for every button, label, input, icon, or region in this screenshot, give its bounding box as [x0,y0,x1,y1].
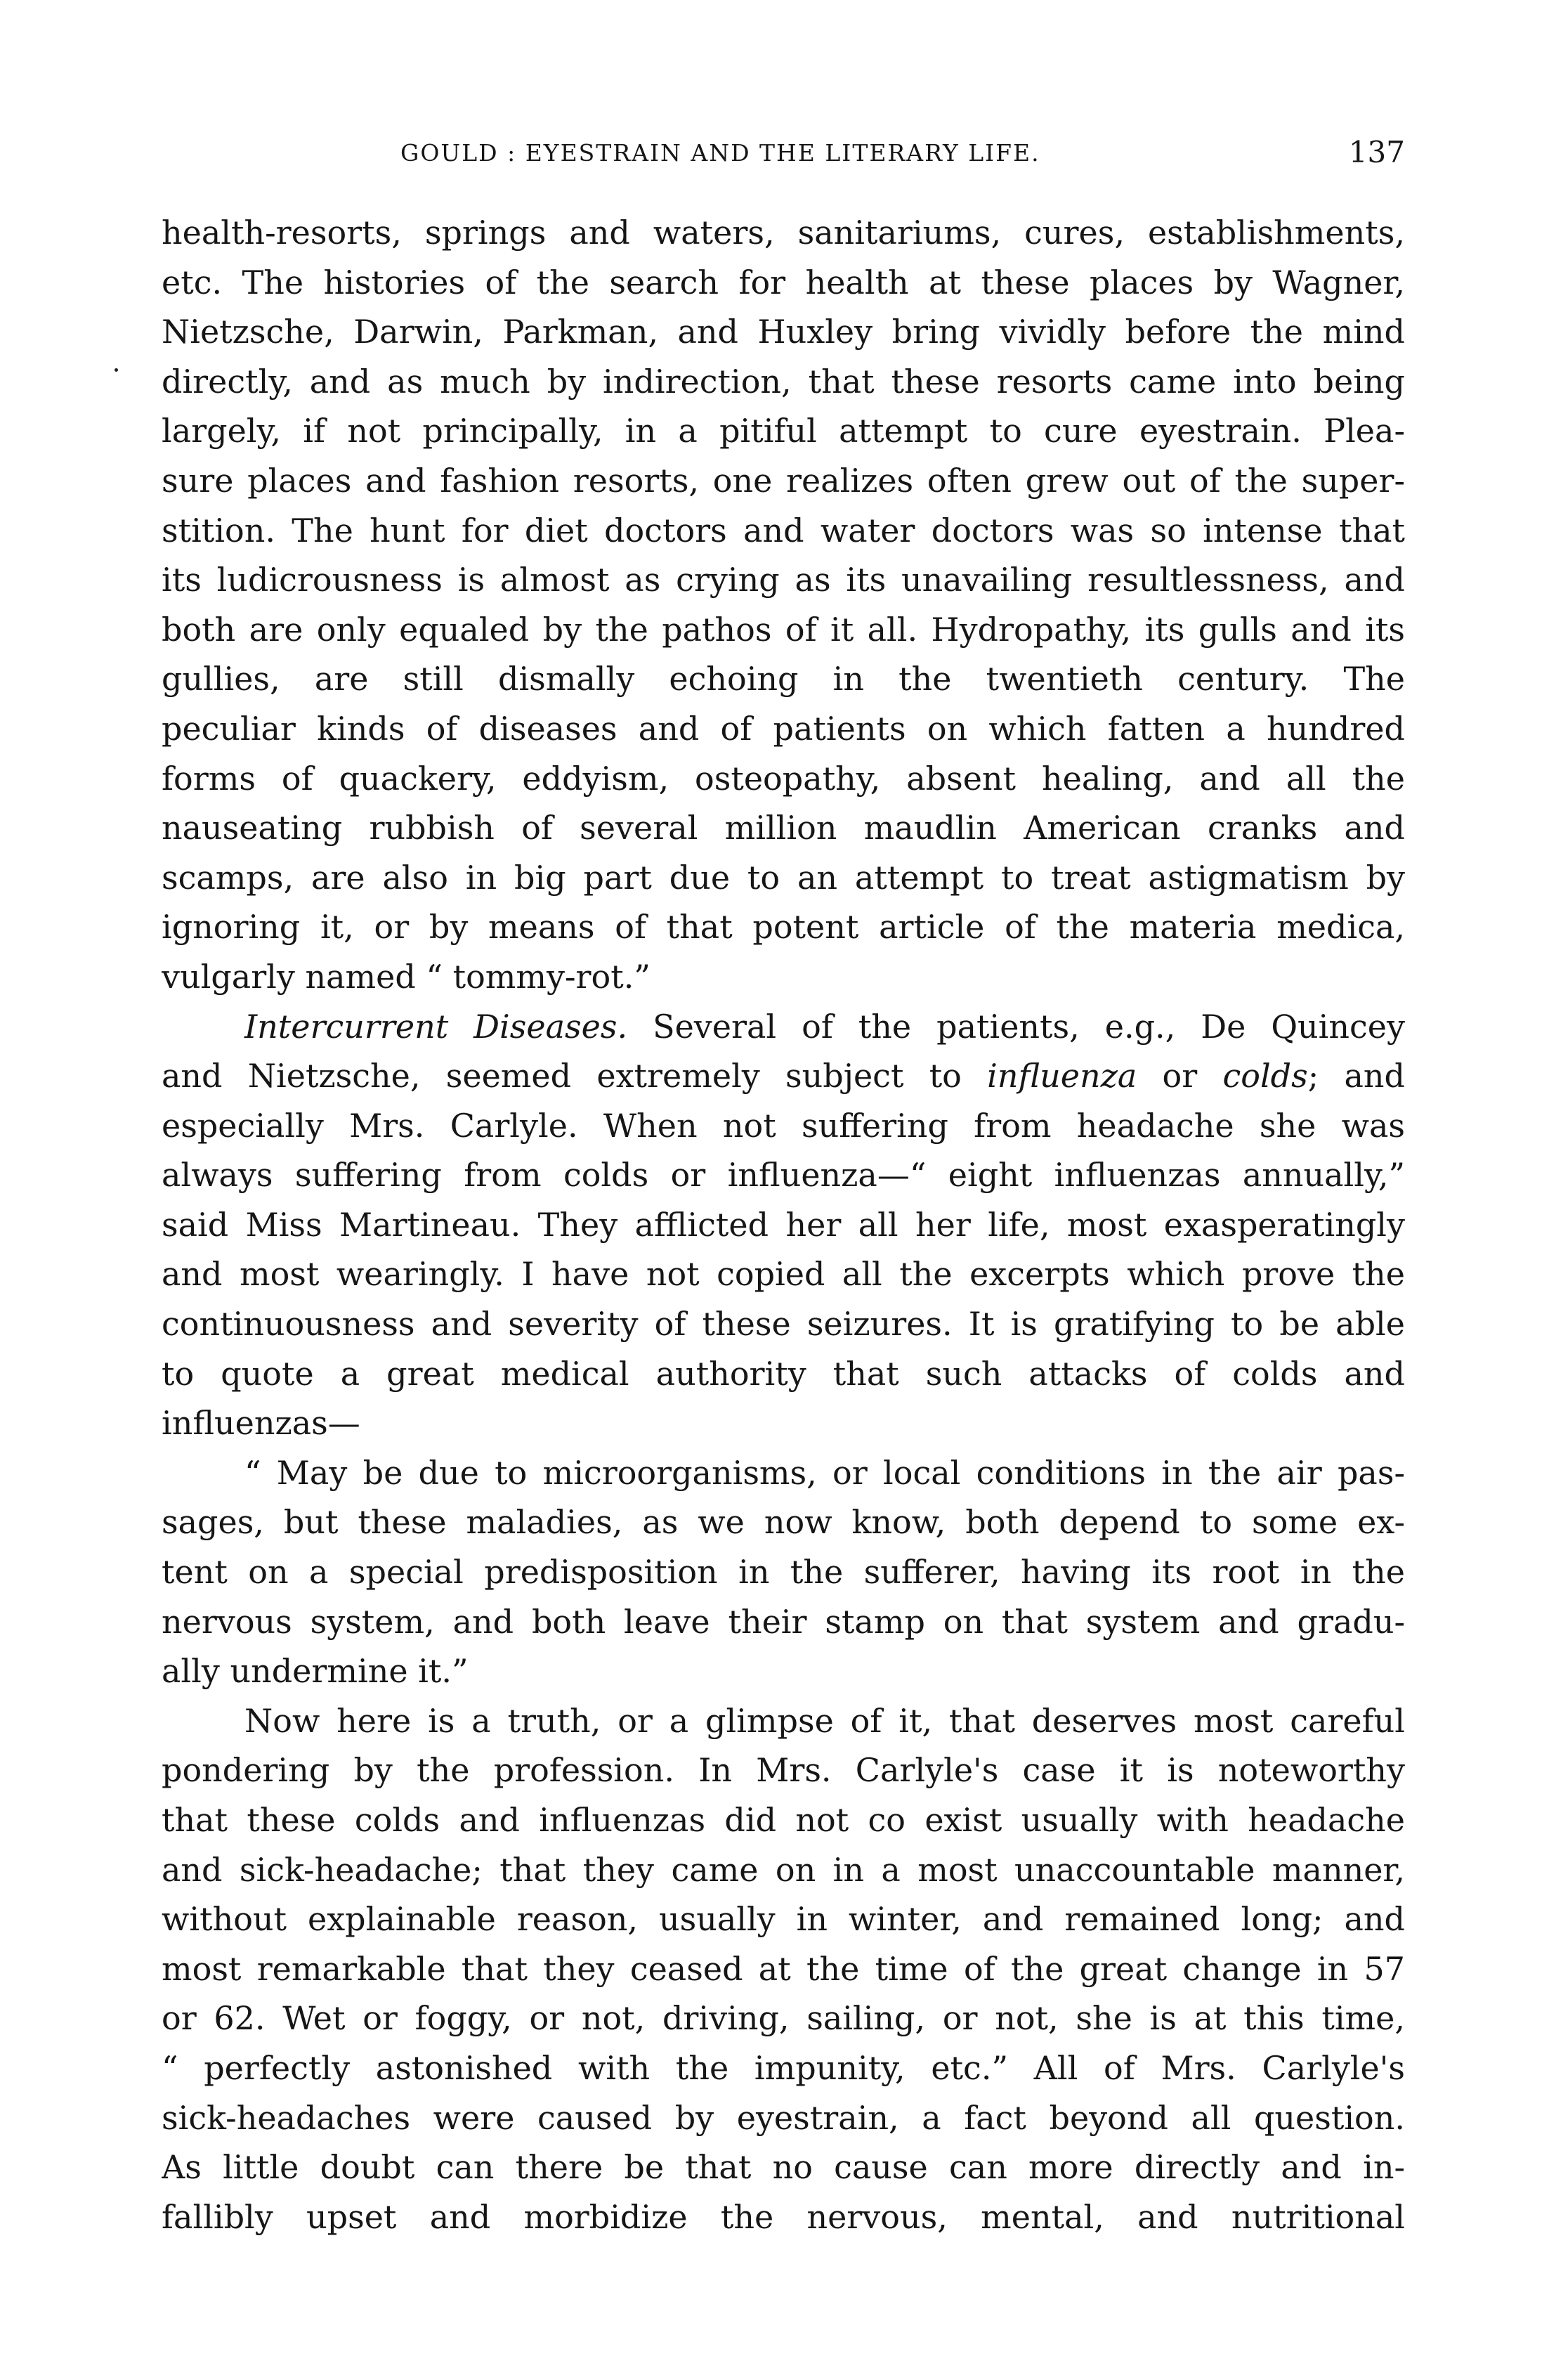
text-line: forms of quackery, eddyism, osteopathy, absent healing, and all the [162,759,1405,798]
text-line: and sick-headache; that they came on in a most unaccountable manner, [162,1850,1405,1889]
text-line: sure places and fashion resorts, one realizes often grew out of the super- [162,461,1405,500]
text-line: health-resorts, springs and waters, sanitariums, cures, establishments, [162,214,1405,252]
text-line: Now here is a truth, or a glimpse of it, that deserves most careful [244,1701,1405,1740]
quote-line: nervous system, and both leave their stamp on that system and gradu- [162,1602,1405,1641]
text-line: both are only equaled by the pathos of it all. Hydropathy, its gulls and its [162,610,1405,649]
text-line: gullies, are still dismally echoing in the twentieth century. The [162,660,1405,698]
text-line: directly, and as much by indirection, that these resorts came into being [162,362,1405,401]
text-line: As little doubt can there be that no cause can more directly and in- [162,2148,1405,2187]
text-line: nauseating rubbish of several million maudlin American cranks and [162,809,1405,847]
text-line [162,1051,1405,1101]
text-line: continuousness and severity of these seizures. It is gratifying to be able [162,1305,1405,1344]
text-fragment: Several of the patients, e.g., De Quincey [627,1007,1405,1046]
text-line: stition. The hunt for diet doctors and water doctors was so intense that [162,511,1405,550]
text-fragment: or [1137,1057,1223,1095]
text-fragment: ; and [1307,1057,1405,1095]
running-head [162,135,1405,174]
text-line: said Miss Martineau. They afflicted her all her life, most exasperatingly [162,1205,1405,1244]
text-line: scamps, are also in big part due to an attempt to treat astigmatism by [162,858,1405,897]
section-heading: Intercurrent Diseases. [244,1007,628,1046]
italic-term: colds [1222,1057,1308,1095]
text-line: “ perfectly astonished with the impunity, etc.” All of Mrs. Carlyle's [162,2048,1405,2087]
running-title: GOULD : EYESTRAIN AND THE LITERARY LIFE. [400,139,1040,167]
text-line: its ludicrousness is almost as crying as its unavailing resultlessness, and [162,561,1405,599]
text-line: most remarkable that they ceased at the time of the great change in 57 [162,1949,1405,1988]
text-line: or 62. Wet or foggy, or not, driving, sailing, or not, she is at this time, [162,1999,1405,2038]
text-line: sick-headaches were caused by eyestrain, a fact beyond all question. [162,2098,1405,2137]
body-text [162,208,1405,2242]
page-number: 137 [1348,135,1405,169]
text-line: vulgarly named “ tommy-rot.” [162,957,651,996]
text-line: ignoring it, or by means of that potent article of the materia medica, [162,908,1405,947]
text-line: peculiar kinds of diseases and of patients on which fatten a hundred [162,709,1405,748]
quote-line: sages, but these maladies, as we now know, both depend to some ex- [162,1503,1405,1542]
quote-line: tent on a special predisposition in the sufferer, having its root in the [162,1553,1405,1592]
text-line: Nietzsche, Darwin, Parkman, and Huxley bring vividly before the mind [162,313,1405,351]
text-fragment: and Nietzsche, seemed extremely subject to [162,1057,988,1095]
text-line: fallibly upset and morbidize the nervous, mental, and nutritional [162,2197,1405,2236]
text-line: and most wearingly. I have not copied all the excerpts which prove the [162,1255,1405,1294]
text-line: to quote a great medical authority that such attacks of colds and [162,1354,1405,1393]
quote-line: ally undermine it.” [162,1652,469,1691]
text-line: largely, if not principally, in a pitiful attempt to cure eyestrain. Plea- [162,412,1405,450]
text-line: without explainable reason, usually in winter, and remained long; and [162,1900,1405,1939]
text-line: that these colds and influenzas did not co exist usually with headache [162,1801,1405,1839]
margin-dot-mark [115,368,118,372]
quote-line: “ May be due to microorganisms, or local conditions in the air pas- [244,1453,1405,1492]
section-heading-line [162,1002,1405,1052]
text-line: etc. The histories of the search for health at these places by Wagner, [162,263,1405,301]
italic-term: influenza [987,1057,1137,1095]
text-line: always suffering from colds or influenza—“ eight influenzas annually,” [162,1156,1405,1195]
text-line: especially Mrs. Carlyle. When not suffering from headache she was [162,1106,1405,1145]
text-line: influenzas— [162,1404,360,1443]
text-line: pondering by the profession. In Mrs. Carlyle's case it is noteworthy [162,1751,1405,1790]
